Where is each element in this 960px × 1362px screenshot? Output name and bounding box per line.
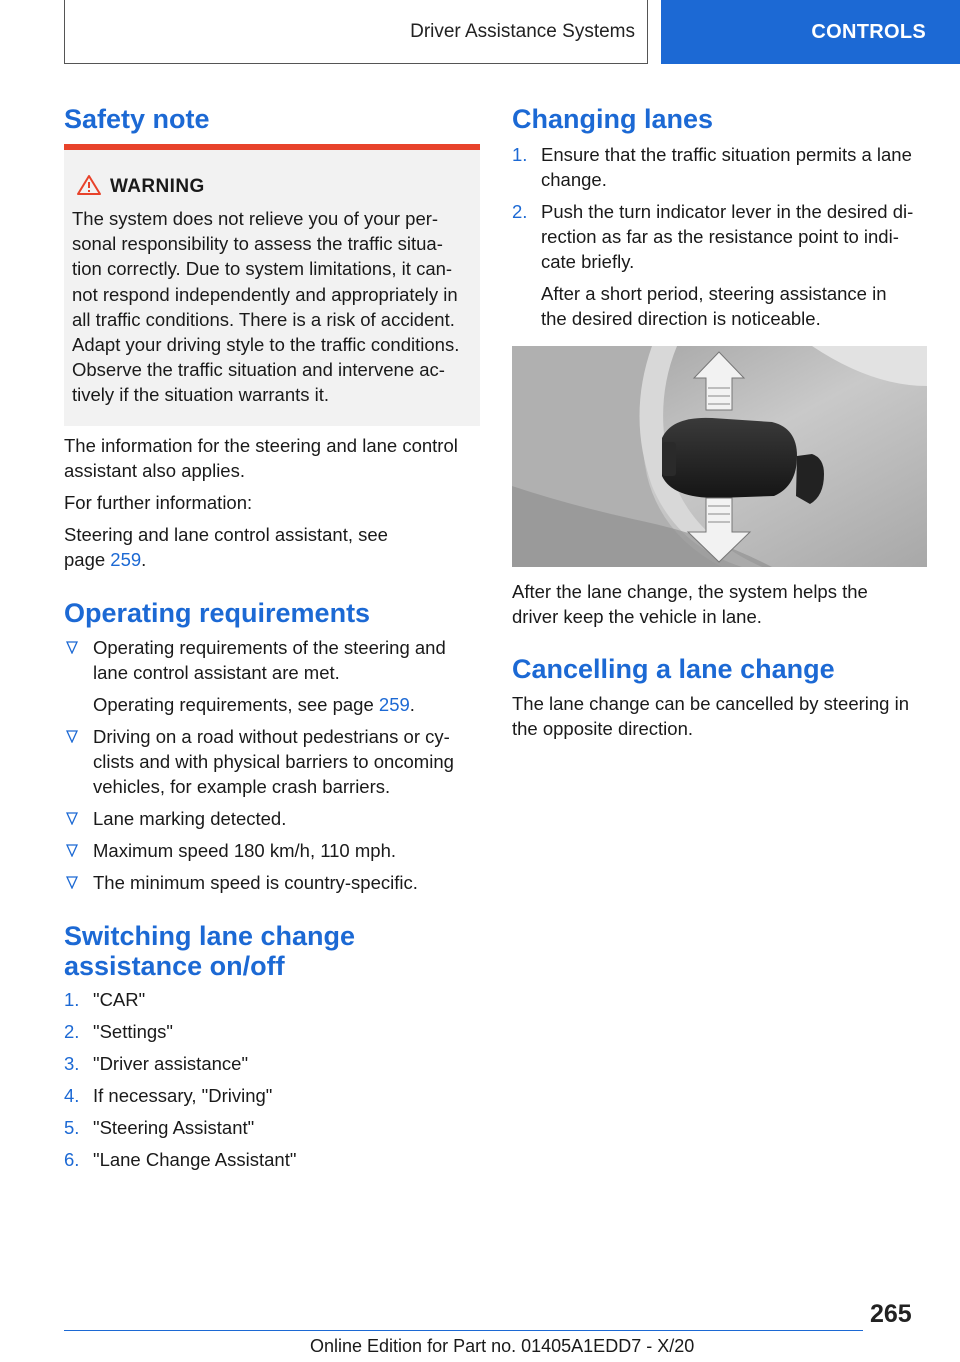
warning-line: The system does not relieve you of your per- (72, 208, 439, 229)
footer-edition: Online Edition for Part no. 01405A1EDD7 - X/20 (310, 1336, 695, 1356)
list-item-text (93, 724, 483, 799)
cancel-line: The lane change can be cancelled by steering in (512, 693, 909, 714)
switching-heading (64, 921, 355, 981)
info-line: assistant also applies. (64, 460, 245, 481)
op-sub-end: . (409, 694, 415, 715)
bullet-triangle-icon (66, 730, 78, 743)
step-line: Push the turn indicator lever in the desired di- (541, 201, 914, 222)
bullet-triangle-icon (66, 876, 78, 889)
step-line: Ensure that the traffic situation permits a lane (541, 144, 912, 165)
changing-lanes-heading: Changing lanes (512, 104, 714, 134)
step-line: change. (541, 169, 607, 190)
list-item-line: Maximum speed 180 km/h, 110 mph. (93, 840, 396, 861)
header-chapter-title: CONTROLS (811, 20, 926, 43)
see-reference (64, 522, 388, 572)
warning-line: all traffic conditions. There is a risk of accident. (72, 308, 455, 330)
step-number: 1. (512, 144, 528, 165)
step-number: 2. (512, 201, 528, 222)
info-line: The information for the steering and lane control (64, 435, 458, 456)
list-item-line: Lane marking detected. (93, 808, 287, 829)
step-line: rection as far as the resistance point to indi- (541, 226, 899, 247)
bullet-triangle-icon (66, 641, 78, 654)
step-text (541, 199, 931, 331)
page-link-259[interactable]: 259 (110, 549, 142, 570)
step-number: 3. (64, 1053, 80, 1074)
step-sub-line: After a short period, steering assistance in (541, 283, 887, 304)
warning-body (72, 206, 476, 408)
step-line: cate briefly. (541, 251, 635, 272)
step-text: "Steering Assistant" (93, 1117, 255, 1138)
step-number: 6. (64, 1149, 80, 1170)
further-info: For further information: (64, 492, 253, 513)
warning-box (64, 144, 480, 426)
page-link-259[interactable]: 259 (378, 694, 410, 715)
turn-indicator-lever-photo (512, 346, 927, 567)
operating-requirements-heading: Operating requirements (64, 598, 371, 628)
list-item-text (93, 635, 483, 717)
cancel-line: the opposite direction. (512, 718, 694, 739)
header-section-title: Driver Assistance Systems (410, 20, 635, 42)
list-item-line: vehicles, for example crash barriers. (93, 776, 391, 797)
list-item-text (93, 838, 483, 863)
switching-heading-line: Switching lane change (64, 921, 356, 951)
list-item-line: lane control assistant are met. (93, 662, 340, 683)
warning-line: Adapt your driving style to the traffic conditions. (72, 334, 460, 356)
step-text: "CAR" (93, 989, 146, 1010)
safety-note-heading: Safety note (64, 104, 210, 134)
info-paragraph (64, 433, 458, 483)
bullet-triangle-icon (66, 844, 78, 857)
op-sub-reference (93, 692, 483, 717)
step-number: 5. (64, 1117, 80, 1138)
step-text: "Settings" (93, 1021, 173, 1042)
after-change-paragraph (512, 579, 868, 629)
list-item-line: The minimum speed is country-specific. (93, 872, 418, 893)
bullet-triangle-icon (66, 812, 78, 825)
switching-heading-line: assistance on/off (64, 951, 285, 981)
step-text: "Lane Change Assistant" (93, 1149, 297, 1170)
warning-line: tively if the situation warrants it. (72, 384, 330, 406)
warning-title: WARNING (110, 176, 205, 197)
list-item-line: Operating requirements of the steering and (93, 637, 446, 658)
step-number: 4. (64, 1085, 80, 1106)
header-section (64, 0, 648, 64)
step-text: "Driver assistance" (93, 1053, 249, 1074)
after-line: driver keep the vehicle in lane. (512, 606, 762, 627)
list-item-text (93, 806, 483, 831)
list-item-text (93, 870, 483, 895)
see-line: Steering and lane control assistant, see (64, 524, 388, 545)
warning-line: sonal responsibility to assess the traffic situa- (72, 233, 443, 255)
warning-line: tion correctly. Due to system limitations, it can- (72, 258, 453, 280)
step-number: 1. (64, 989, 80, 1010)
footer-divider (64, 1330, 863, 1331)
see-line-end: . (141, 549, 147, 570)
step-text: If necessary, "Driving" (93, 1085, 273, 1106)
after-line: After the lane change, the system helps the (512, 581, 868, 602)
cancelling-heading: Cancelling a lane change (512, 654, 835, 684)
see-line: page (64, 549, 111, 570)
warning-triangle-icon (76, 174, 102, 196)
step-text (541, 142, 931, 192)
step-sub-line: the desired direction is noticeable. (541, 308, 821, 329)
header-chapter-tab[interactable] (661, 0, 960, 64)
warning-line: not respond independently and appropriately in (72, 283, 458, 305)
cancelling-paragraph (512, 691, 909, 741)
warning-line: Observe the traffic situation and intervene ac- (72, 359, 445, 381)
op-sub-text: Operating requirements, see page (93, 694, 379, 715)
list-item-line: clists and with physical barriers to oncoming (93, 751, 454, 772)
step-number: 2. (64, 1021, 80, 1042)
list-item-line: Driving on a road without pedestrians or cy- (93, 726, 450, 747)
page-number: 265 (870, 1300, 912, 1328)
